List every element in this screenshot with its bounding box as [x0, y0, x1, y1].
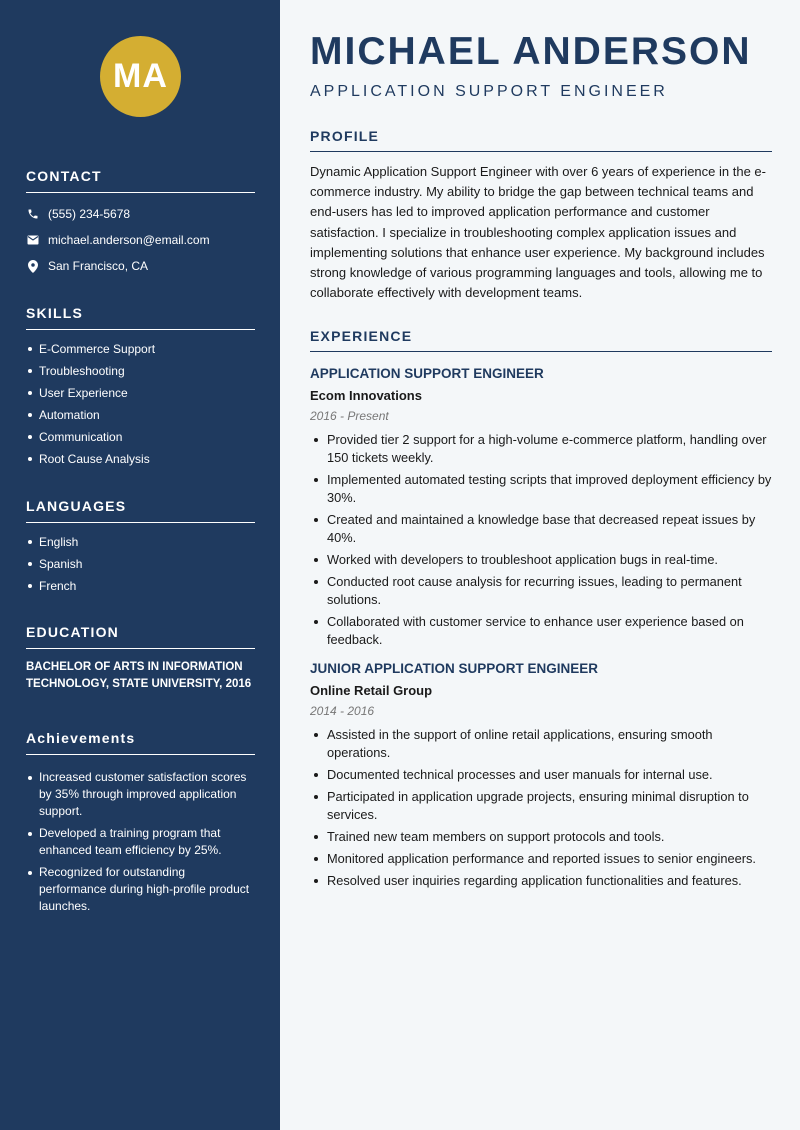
language-item: French — [26, 575, 255, 597]
job-bullet: Participated in application upgrade projects, ensuring minimal disruption to services. — [310, 788, 772, 824]
job-bullet: Worked with developers to troubleshoot application bugs in real-time. — [310, 551, 772, 569]
job-bullet: Documented technical processes and user manuals for internal use. — [310, 766, 772, 784]
candidate-name: MICHAEL ANDERSON — [310, 30, 752, 73]
languages-heading: LANGUAGES — [26, 498, 255, 523]
job-entry — [310, 366, 772, 649]
profile-section — [310, 128, 772, 303]
education-heading: EDUCATION — [26, 624, 255, 649]
skills-section — [26, 305, 255, 470]
job-bullet: Collaborated with customer service to enhance user experience based on feedback. — [310, 613, 772, 649]
candidate-role: APPLICATION SUPPORT ENGINEER — [310, 83, 668, 100]
profile-heading: PROFILE — [310, 128, 772, 152]
achievements-section — [26, 730, 255, 920]
job-bullet: Resolved user inquiries regarding application functionalities and features. — [310, 872, 772, 890]
job-title: APPLICATION SUPPORT ENGINEER — [310, 366, 544, 381]
job-bullet: Provided tier 2 support for a high-volume e-commerce platform, handling over 150 tickets weekly. — [310, 431, 772, 467]
contact-location — [26, 253, 255, 279]
experience-section — [310, 328, 772, 894]
job-company: Online Retail Group — [310, 683, 433, 698]
job-dates: 2016 - Present — [310, 409, 389, 423]
contact-email — [26, 227, 255, 253]
sidebar — [0, 0, 280, 1130]
job-bullet: Trained new team members on support protocols and tools. — [310, 828, 772, 846]
location-pin-icon — [26, 259, 40, 273]
email-text: michael.anderson@email.com — [48, 233, 210, 247]
skill-item: E-Commerce Support — [26, 338, 255, 360]
job-entry — [310, 661, 772, 890]
achievements-heading: Achievements — [26, 730, 255, 755]
skill-item: Troubleshooting — [26, 360, 255, 382]
skills-heading: SKILLS — [26, 305, 255, 330]
job-bullet: Assisted in the support of online retail applications, ensuring smooth operations. — [310, 726, 772, 762]
contact-heading: CONTACT — [26, 168, 255, 193]
phone-text: (555) 234-5678 — [48, 207, 131, 221]
contact-phone — [26, 201, 255, 227]
education-degree: BACHELOR OF ARTS IN INFORMATION TECHNOLOGY, STATE UNIVERSITY, 2016 — [26, 661, 252, 690]
job-bullet: Monitored application performance and reported issues to senior engineers. — [310, 850, 772, 868]
job-bullet: Conducted root cause analysis for recurring issues, leading to permanent solutions. — [310, 573, 772, 609]
job-bullet: Implemented automated testing scripts that improved deployment efficiency by 30%. — [310, 471, 772, 507]
language-item: English — [26, 531, 255, 553]
location-text: San Francisco, CA — [48, 259, 149, 273]
skill-item: Root Cause Analysis — [26, 448, 255, 470]
skill-item: Communication — [26, 426, 255, 448]
profile-text: Dynamic Application Support Engineer with over 6 years of experience in the e-commerce industry. My ability to bridge the gap between technical teams and end-users has led to improved application performance and customer satisfaction. I specialize in troubleshooting complex application issues and implementing solutions that enhance user experience. My background includes strong knowledge of various programming languages and tools, allowing me to collaborate effectively with development teams. — [310, 164, 766, 301]
job-title: JUNIOR APPLICATION SUPPORT ENGINEER — [310, 661, 599, 676]
contact-section — [26, 168, 255, 279]
phone-icon — [26, 207, 40, 221]
skill-item: Automation — [26, 404, 255, 426]
achievement-item: Recognized for outstanding performance during high-profile product launches. — [26, 864, 255, 915]
skill-item: User Experience — [26, 382, 255, 404]
experience-heading: EXPERIENCE — [310, 328, 772, 352]
achievement-item: Increased customer satisfaction scores by 35% through improved application support. — [26, 769, 255, 820]
education-section — [26, 624, 255, 693]
languages-section — [26, 498, 255, 597]
language-item: Spanish — [26, 553, 255, 575]
job-company: Ecom Innovations — [310, 388, 422, 403]
avatar: MA — [100, 36, 181, 117]
job-bullet: Created and maintained a knowledge base that decreased repeat issues by 40%. — [310, 511, 772, 547]
achievement-item: Developed a training program that enhanced team efficiency by 25%. — [26, 825, 255, 859]
email-icon — [26, 233, 40, 247]
job-dates: 2014 - 2016 — [310, 704, 375, 718]
